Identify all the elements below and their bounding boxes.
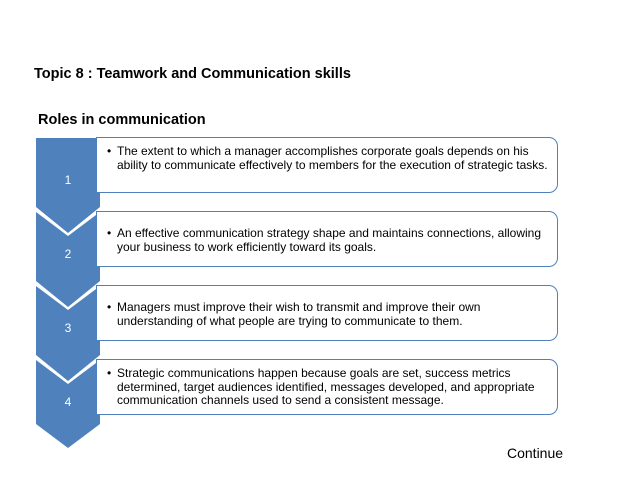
bullet-icon: •: [107, 144, 112, 158]
step-card-2: [96, 211, 558, 267]
continue-link[interactable]: Continue: [507, 445, 564, 461]
step-number-1: 1: [64, 173, 72, 187]
step-card-3: [96, 285, 558, 341]
step-card-1: [96, 137, 558, 193]
bullet-icon: •: [107, 366, 112, 380]
step-text-3: Managers must improve their wish to transmit and improve their own understanding of what people are trying to communicate to them.: [117, 300, 481, 328]
step-text-1: The extent to which a manager accomplishes corporate goals depends on his ability to communicate effectively to members for the execution of strategic tasks.: [117, 144, 548, 172]
bullet-icon: •: [107, 300, 112, 314]
step-card-4: [96, 359, 558, 415]
step-number-4: 4: [64, 395, 72, 409]
step-number-3: 3: [64, 321, 72, 335]
step-text-2: An effective communication strategy shape and maintains connections, allowing your business to work efficiently toward its goals.: [117, 226, 542, 254]
step-text-4: Strategic communications happen because goals are set, success metrics determined, target audiences identified, messages developed, and appropriate communication channels used to send a consistent message.: [117, 366, 535, 407]
step-number-2: 2: [64, 247, 72, 261]
section-heading: Roles in communication: [38, 112, 206, 128]
slide-title: Topic 8 : Teamwork and Communication skills: [34, 66, 351, 82]
bullet-icon: •: [107, 226, 112, 240]
